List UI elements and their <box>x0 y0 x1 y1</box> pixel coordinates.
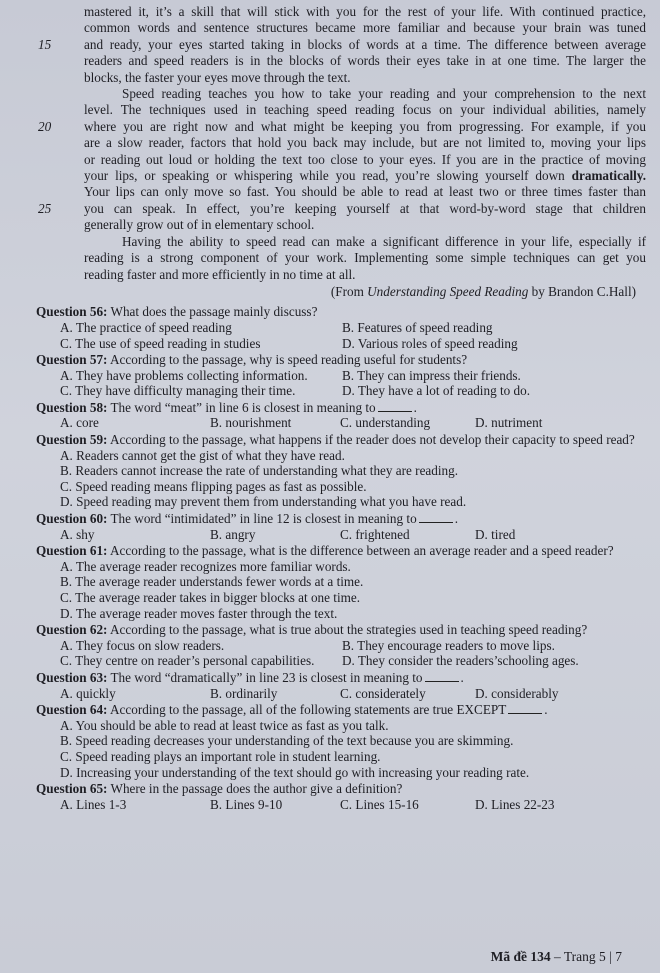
question-label: Question 57: <box>36 352 108 368</box>
passage-line <box>36 152 646 168</box>
answer-option: C. considerately <box>340 685 426 701</box>
answer-option: A. Lines 1-3 <box>60 796 127 812</box>
answer-option: C. frightened <box>340 526 410 542</box>
answer-option: D. considerably <box>475 685 559 701</box>
answer-options <box>36 638 646 669</box>
passage-line <box>36 201 646 217</box>
line-text: or reading out loud or holding the text too close to your eyes. If you are in the practice of moving <box>84 151 646 167</box>
line-text: and ready, your eyes started taking in blocks of words at a time. The difference between average <box>84 36 646 52</box>
question <box>36 543 646 621</box>
answer-option: D. The average reader moves faster through the text. <box>60 605 338 621</box>
question-text: According to the passage, what is true about the strategies used in teaching speed reading? <box>110 622 588 638</box>
question-label: Question 61: <box>36 543 108 559</box>
answer-option: B. Lines 9-10 <box>210 796 283 812</box>
answer-option: B. They encourage readers to move lips. <box>342 637 555 653</box>
answer-option: A. They have problems collecting information. <box>60 367 308 383</box>
answer-option: D. tired <box>475 526 516 542</box>
source-prefix: (From <box>330 283 368 299</box>
question-text: According to the passage, what is the difference between an average reader and a speed reader? <box>110 543 614 559</box>
passage-source <box>36 284 646 300</box>
question-text: What does the passage mainly discuss? <box>110 304 318 320</box>
answer-option: D. Speed reading may prevent them from understanding what you have read. <box>60 494 467 510</box>
line-text: you can speak. In effect, you’re keeping yourself at that word-by-word stage that children <box>84 200 646 216</box>
line-text: level. The techniques used in teaching speed reading focus on your individual abilities, namely <box>84 102 646 118</box>
question <box>36 432 646 510</box>
answer-options <box>36 448 646 510</box>
question-text: The word “intimidated” in line 12 is closest in meaning to <box>110 511 417 527</box>
answer-option: A. They focus on slow readers. <box>60 637 225 653</box>
question <box>36 304 646 351</box>
bold-word: dramatically. <box>571 168 647 184</box>
passage-line <box>36 250 646 266</box>
line-text: blocks, the faster your eyes move through the text. <box>84 69 351 85</box>
answer-option: C. The use of speed reading in studies <box>60 335 261 351</box>
question-stem: Question 63: The word “dramatically” in line 23 is closest in meaning to . <box>36 669 464 685</box>
passage-line <box>36 168 646 184</box>
passage-line <box>36 184 646 200</box>
passage-line <box>36 267 646 283</box>
question-stem: Question 60: The word “intimidated” in line 12 is closest in meaning to . <box>36 511 458 527</box>
question <box>36 352 646 399</box>
source-suffix: by Brandon C.Hall) <box>528 283 636 299</box>
answer-option: B. ordinarily <box>210 685 278 701</box>
passage-line <box>36 20 646 36</box>
question-label: Question 58: <box>36 399 108 415</box>
answer-option: B. Readers cannot increase the rate of understanding what they are reading. <box>60 463 459 479</box>
answer-option: C. Speed reading means flipping pages as fast as possible. <box>60 478 367 494</box>
answer-option: D. Various roles of speed reading <box>342 335 518 351</box>
line-text: reading is a strong component of your work. Implementing some simple techniques can get you <box>84 250 646 266</box>
question-text: According to the passage, why is speed reading useful for students? <box>110 352 468 368</box>
line-text: mastered it, it’s a skill that will stick with you for the rest of your life. With continued practice, <box>84 4 646 19</box>
answer-options <box>36 527 646 543</box>
passage-line <box>36 135 646 151</box>
answer-option: A. The practice of speed reading <box>60 319 232 335</box>
question-stem <box>36 432 646 448</box>
question-text: According to the passage, what happens if the reader does not develop their capacity to speed read? <box>110 432 635 448</box>
answer-option: B. nourishment <box>210 415 292 431</box>
answer-option: B. Speed reading decreases your understanding of the text because you are skimming. <box>60 733 514 749</box>
question <box>36 702 646 780</box>
passage-line <box>36 4 646 20</box>
line-text: your lips, or speaking or whispering while you read, you’re slowing yourself down <box>84 168 565 184</box>
answer-option: C. They centre on reader’s personal capabilities. <box>60 653 315 669</box>
answer-blank <box>419 522 453 523</box>
page-number: – Trang 5 | 7 <box>550 949 622 964</box>
passage-line <box>36 37 646 53</box>
line-text: Speed reading teaches you how to take your reading and your comprehension to the next <box>122 86 646 102</box>
page-footer <box>491 949 622 965</box>
line-text: common words and sentence structures became more familiar and because your brain was tuned <box>84 20 646 36</box>
line-text: Having the ability to speed read can make a significant difference in your life, especially if <box>122 233 646 249</box>
question-text: According to the passage, all of the following statements are true EXCEPT <box>110 702 507 718</box>
answer-option: B. angry <box>210 526 256 542</box>
question-list <box>36 304 646 812</box>
answer-option: C. They have difficulty managing their time. <box>60 383 296 399</box>
answer-option: C. understanding <box>340 415 431 431</box>
source-title: Understanding Speed Reading <box>367 283 529 299</box>
passage-line <box>36 119 646 135</box>
question-label: Question 60: <box>36 511 108 527</box>
answer-options <box>36 368 646 399</box>
question-label: Question 59: <box>36 432 108 448</box>
question-text: Where in the passage does the author give a definition? <box>110 781 403 797</box>
question-label: Question 56: <box>36 304 108 320</box>
answer-option: D. Increasing your understanding of the text should go with increasing your reading rate. <box>60 764 530 780</box>
answer-options <box>36 718 646 780</box>
answer-option: C. The average reader takes in bigger blocks at one time. <box>60 590 361 605</box>
exam-code: Mã đề 134 <box>490 949 551 964</box>
question-label: Question 64: <box>36 702 108 718</box>
question-stem: Question 58: The word “meat” in line 6 is closest in meaning to . <box>36 399 417 415</box>
passage-line <box>36 102 646 118</box>
answer-option: B. Features of speed reading <box>342 319 493 335</box>
answer-options <box>36 320 646 351</box>
question-label: Question 63: <box>36 669 108 685</box>
line-text: readers and speed readers is in the blocks of words their eyes take in at one time. The larger the <box>84 53 646 69</box>
answer-option: B. They can impress their friends. <box>342 367 521 383</box>
line-text: Your lips can only move so fast. You should be able to read at least two or three times faster than <box>84 184 646 200</box>
question-stem: Question 64: According to the passage, all of the following statements are true EXCEPT . <box>36 702 548 718</box>
answer-options <box>36 797 646 813</box>
answer-option: A. Readers cannot get the gist of what they have read. <box>60 447 345 463</box>
passage-line <box>36 217 646 233</box>
line-text: reading faster and more efficiently in no time at all. <box>84 266 356 282</box>
passage-line <box>36 86 646 102</box>
answer-options <box>36 415 646 431</box>
line-text: generally grow out of in elementary school. <box>84 217 315 233</box>
line-number: 20 <box>38 118 52 134</box>
passage-line <box>36 53 646 69</box>
answer-option: B. The average reader understands fewer words at a time. <box>60 574 364 590</box>
question-stem <box>36 622 646 638</box>
answer-blank <box>508 713 542 714</box>
question-stem <box>36 781 646 797</box>
question <box>36 400 646 431</box>
passage-line <box>36 70 646 86</box>
question-stem <box>36 352 646 368</box>
answer-option: D. They consider the readers’schooling ages. <box>342 653 579 669</box>
question-stem <box>36 304 646 320</box>
question <box>36 511 646 542</box>
answer-option: D. Lines 22-23 <box>475 796 555 812</box>
answer-options <box>36 559 646 621</box>
line-text: where you are right now and what might be keeping you from progressing. For example, if you <box>84 118 646 134</box>
answer-option: A. core <box>60 415 99 431</box>
answer-blank <box>425 681 459 682</box>
line-number: 15 <box>38 36 52 52</box>
line-text: are a slow reader, factors that hold you back may include, but are not limited to, moving your lips <box>84 135 646 151</box>
answer-options <box>36 686 646 702</box>
question-stem <box>36 543 646 559</box>
question <box>36 670 646 701</box>
answer-option: D. nutriment <box>475 415 543 431</box>
answer-blank <box>378 411 412 412</box>
answer-option: A. shy <box>60 526 95 542</box>
answer-option: A. The average reader recognizes more familiar words. <box>60 558 351 574</box>
line-number: 25 <box>38 200 52 216</box>
question-text: The word “dramatically” in line 23 is closest in meaning to <box>110 669 423 685</box>
answer-option: C. Lines 15-16 <box>340 796 419 812</box>
passage-line <box>36 234 646 250</box>
answer-option: D. They have a lot of reading to do. <box>342 383 530 399</box>
question-label: Question 62: <box>36 622 108 638</box>
answer-option: C. Speed reading plays an important role in student learning. <box>60 748 381 764</box>
question <box>36 622 646 669</box>
question-text: The word “meat” in line 6 is closest in meaning to <box>110 399 376 415</box>
question <box>36 781 646 812</box>
answer-option: A. You should be able to read at least twice as fast as you talk. <box>60 717 389 733</box>
reading-passage <box>36 4 646 283</box>
question-label: Question 65: <box>36 781 108 797</box>
answer-option: A. quickly <box>60 685 116 701</box>
